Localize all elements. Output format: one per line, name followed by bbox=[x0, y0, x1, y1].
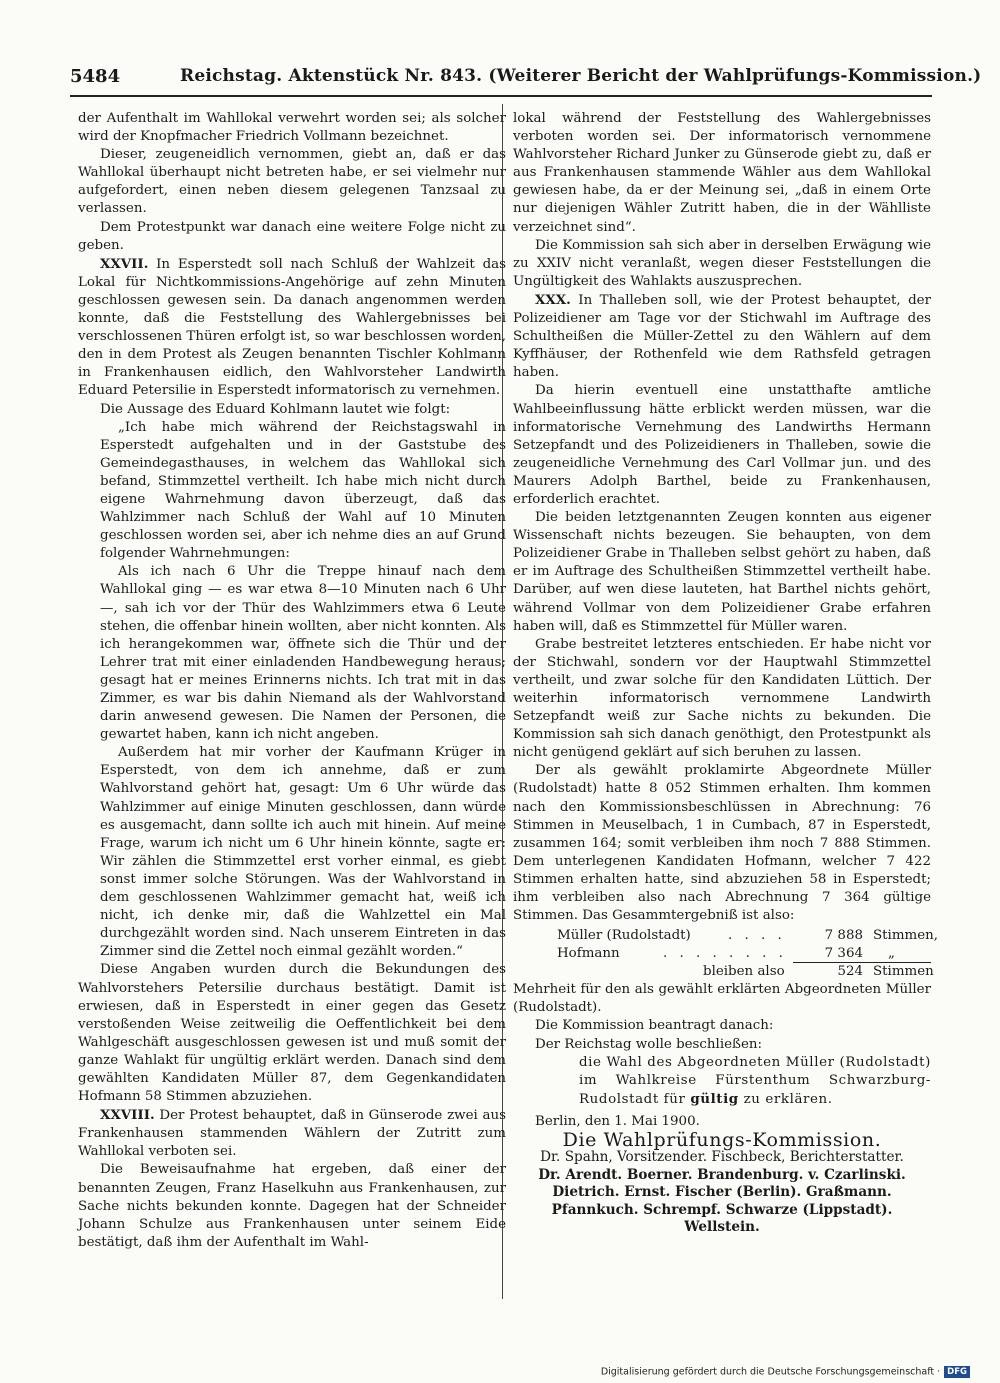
left-column bbox=[78, 110, 506, 1252]
paragraph: Die beiden letztgenannten Zeugen konnten aus eigener Wissenschaft nichts bezeugen. Sie behaupten, von dem Polizeidiener Grabe in Thalleben selbst gehört zu haben, daß er im Auftrage des Schultheißen Stimmzettel vertheilt habe. Darüber, auf wen diese lauteten, hat Barthel nichts gehört, während Vollmar von dem Polizeidiener Grabe erfahren haben will, daß es Stimmzettel für Müller waren. bbox=[513, 510, 931, 634]
section-text: In Esperstedt soll nach Schluß der Wahlzeit das Lokal für Nichtkommissions-Angehörige auf zehn Minuten geschlossen gewesen sein. Da danach angenommen werden konnte, daß die Feststellung des Wahlergebnisses bei verschlossenen Thüren erfolgt ist, so war beschlossen worden, den in dem Protest als Zeugen benannten Tischler Kohlmann in Frankenhausen eidlich, den Wahlvorsteher Landwirth Eduard Petersilie in Esperstedt informatorisch zu vernehmen. bbox=[78, 256, 506, 399]
paragraph: Da hierin eventuell eine unstatthafte amtliche Wahlbeeinflussung hätte erblickt werden müssen, war die informatorische Vernehmung des Landwirths Hermann Setzepfandt und des Polizeidieners in Thalleben, sowie die zeugeneidliche Vernehmung des Carl Vollmar jun. und des Maurers Adolph Barthel, beide zu Frankenhausen, erforderlich erachtet. bbox=[513, 383, 931, 507]
quote-paragraph: „Ich habe mich während der Reichstagswahl in Esperstedt aufgehalten und in der Gaststube des Gemeindegasthauses, in welchem das Wahllokal sich befand, Stimmzettel vertheilt. Ich habe mich nicht durch eigene Wahrnehmung davon überzeugt, daß das Wahlzimmer nach Schluß der Wahl auf 10 Minuten geschlossen worden sei, aber ich nehme dies an auf Grund folgender Wahrnehmungen: bbox=[100, 419, 506, 562]
commission-title: Die Wahlprüfungs-Kommission. bbox=[562, 1128, 882, 1151]
members-line: Dr. Arendt. Boerner. Brandenburg. v. Czarlinski. bbox=[538, 1166, 906, 1183]
section-number: XXVIII. bbox=[100, 1107, 155, 1124]
running-title: Reichstag. Aktenstück Nr. 843. (Weiterer Bericht der Wahlprüfungs-Kommission.) bbox=[180, 66, 982, 86]
tally-name: Müller (Rudolstadt) bbox=[557, 928, 691, 944]
tally-number: 7 364 bbox=[824, 946, 863, 962]
motion-part: zu erklären. bbox=[738, 1091, 833, 1107]
paragraph: Dem Protestpunkt war danach eine weitere Folge nicht zu geben. bbox=[78, 219, 506, 253]
motion-part: die Wahl des Abgeordneten Müller (Rudolstadt) im Wahlkreise Fürstenthum Schwarzburg-Rudolstadt für bbox=[579, 1054, 931, 1107]
paragraph: Mehrheit für den als gewählt erklärten Abgeordneten Müller (Rudolstadt). bbox=[513, 982, 931, 1016]
paragraph: Der Reichstag wolle beschließen: bbox=[535, 1036, 763, 1052]
section-xxx bbox=[513, 291, 931, 382]
tally-name: Hofmann bbox=[557, 946, 620, 962]
paragraph: Dieser, zeugeneidlich vernommen, giebt an, daß er das Wahllokal überhaupt nicht betreten habe, er sei vielmehr nur aufgefordert, einen neben diesem gelegenen Tanzsaal zu verlassen. bbox=[78, 147, 506, 217]
paragraph: Diese Angaben wurden durch die Bekundungen des Wahlvorstehers Petersilie durchaus bestätigt. Damit ist erwiesen, daß in Esperstedt in einer gegen das Gesetz verstoßenden Weise zeitweilig die Oeffentlichkeit bei dem Wahlgeschäft ausgeschlossen gewesen ist und muß somit der ganze Wahlakt für ungültig erklärt werden. Danach sind dem gewählten Kandidaten Müller 87, dem Gegenkandidaten Hofmann 58 Stimmen abzuziehen. bbox=[78, 962, 506, 1105]
motion-valid: gültig bbox=[690, 1090, 739, 1107]
paragraph: Die Beweisaufnahme hat ergeben, daß einer der benannten Zeugen, Franz Haselkuhn aus Frankenhausen, zur Sache nichts bekunden konnte. Dagegen hat der Schneider Johann Schulze aus Frankenhausen unter seinem Eide bestätigt, daß ihm der Aufenthalt im Wahl- bbox=[78, 1162, 506, 1250]
paragraph: Die Kommission sah sich aber in derselben Erwägung wie zu XXIV nicht veranlaßt, wegen dieser Feststellungen die Ungültigkeit des Wahlakts auszusprechen. bbox=[513, 237, 931, 289]
remainder-label: bleiben also bbox=[703, 964, 785, 980]
members-line: Dietrich. Ernst. Fischer (Berlin). Graßmann. bbox=[552, 1184, 892, 1201]
date-line: Berlin, den 1. Mai 1900. bbox=[535, 1113, 700, 1129]
paragraph: der Aufenthalt im Wahllokal verwehrt worden sei; als solcher wird der Knopfmacher Friedrich Vollmann bezeichnet. bbox=[78, 111, 506, 145]
tally-dots: . . . . bbox=[728, 928, 786, 944]
tally-dots: . . . . . . . . bbox=[663, 946, 787, 962]
paragraph: Die Aussage des Eduard Kohlmann lautet wie folgt: bbox=[100, 401, 451, 417]
section-text: Der Protest behauptet, daß in Günserode zwei aus Frankenhausen stammenden Wählern der Zutritt zum Wahllokal verboten sei. bbox=[78, 1108, 506, 1160]
tally-unit: Stimmen, bbox=[873, 928, 939, 944]
section-number: XXX. bbox=[535, 291, 571, 308]
header-rule bbox=[70, 95, 932, 97]
motion-text bbox=[513, 1054, 931, 1109]
commission-members bbox=[513, 1149, 931, 1237]
section-text: In Thalleben soll, wie der Protest behauptet, der Polizeidiener am Tage vor der Stichwahl im Auftrage des Schultheißen die Müller-Zettel zu den Wählern auf dem Kyffhäuser, der Rothenfeld wie dem Rathsfeld getragen haben. bbox=[513, 292, 931, 381]
tally-unit: „ bbox=[888, 946, 895, 962]
quote-paragraph: Außerdem hat mir vorher der Kaufmann Krüger in Esperstedt, von dem ich annehme, daß er zum Wahlvorstand gehört hat, gesagt: Um 6 Uhr würde das Wahlzimmer auf einige Minuten geschlossen, dann würde es ausgemacht, dann sollte ich auch mit hinein. Auf meine Frage, warum ich nicht um 6 Uhr hinein könnte, sagte er: Wir zählen die Stimmzettel erst vorher einmal, es giebt sonst immer solche Störungen. Was der Wahlvorstand in dem geschlossenen Wahlzimmer gemacht hat, weiß ich nicht, ich denke mir, daß die Wahlzettel ein Mal durchgezählt worden sind. Nach unserem Eintreten in das Zimmer sind die Zettel noch einmal gezählt worden.“ bbox=[100, 745, 506, 960]
section-number: XXVII. bbox=[100, 255, 149, 272]
page-number: 5484 bbox=[70, 66, 121, 87]
section-xxviii bbox=[78, 1106, 506, 1161]
section-xxvii bbox=[78, 255, 506, 401]
paragraph: Grabe bestreitet letzteres entschieden. Er habe nicht vor der Stichwahl, sondern vor der Hauptwahl Stimmzettel vertheilt, und zwar solche für den Kandidaten Lüttich. Der weiterhin informatorisch vernommene Landwirth Setzepfandt weiß zur Sache nichts zu bekunden. Die Kommission sah sich danach genöthigt, den Protestpunkt als nicht genügend geklärt auf sich beruhen zu lassen. bbox=[513, 636, 931, 761]
paragraph: Der als gewählt proklamirte Abgeordnete Müller (Rudolstadt) hatte 8 052 Stimmen erhalten. Ihm kommen nach den Kommissionsbeschlüssen in Abrechnung: 76 Stimmen in Meuselbach, 1 in Cumbach, 87 in Esperstedt, zusammen 164; somit verbleiben ihm noch 7 888 Stimmen. Dem unterlegenen Kandidaten Hofmann, welcher 7 422 Stimmen erhalten hatte, sind abzuziehen 58 in Esperstedt; ihm verbleiben also nach Abrechnung 7 364 gültige Stimmen. Das Gesammtergebniß ist also: bbox=[513, 763, 931, 924]
members-line: Pfannkuch. Schrempf. Schwarze (Lippstadt). bbox=[551, 1201, 893, 1218]
quote-paragraph: Als ich nach 6 Uhr die Treppe hinauf nach dem Wahllokal ging — es war etwa 8—10 Minuten nach 6 Uhr —, sah ich vor der Thür des Wahlzimmers etwa 6 Leute stehen, die offenbar hinein wollten, aber nicht konnten. Als ich herangekommen war, öffnete sich die Thür und der Lehrer trat mit einer einladenden Handbewegung heraus; gesagt hat er meines Erinnerns nichts. Ich trat mit in das Zimmer, es war bis dahin Niemand als der Wahlvorstand darin anwesend gewesen. Die Namen der Personen, die gewartet haben, kann ich nicht angeben. bbox=[100, 564, 506, 743]
paragraph: Die Kommission beantragt danach: bbox=[535, 1018, 774, 1034]
funding-text: Digitalisierung gefördert durch die Deutsche Forschungsgemeinschaft · bbox=[600, 1366, 941, 1378]
members-line: Dr. Spahn, Vorsitzender. Fischbeck, Berichterstatter. bbox=[540, 1149, 904, 1166]
dfg-logo: DFG bbox=[944, 1366, 970, 1378]
members-line: Wellstein. bbox=[684, 1219, 760, 1236]
paragraph: lokal während der Feststellung des Wahlergebnisses verboten worden sei. Der informatorisch vernommene Wahlvorsteher Richard Junker zu Günserode giebt zu, daß er aus Frankenhausen stammende Wähler aus dem Wahllokal gewiesen habe, da er der Meinung sei, „daß in einem Orte nur diejenigen Wähler Zutritt haben, die in der Wählliste verzeichnet sind“. bbox=[513, 111, 931, 235]
tally-number: 7 888 bbox=[824, 928, 863, 944]
remainder-number: 524 bbox=[837, 964, 863, 980]
tally-row-mueller bbox=[513, 927, 939, 945]
vote-tally bbox=[513, 927, 939, 981]
tally-row-remainder bbox=[513, 963, 934, 981]
remainder-unit: Stimmen bbox=[873, 964, 934, 980]
tally-row-hofmann bbox=[513, 945, 931, 963]
right-column bbox=[513, 110, 939, 1237]
page-header bbox=[70, 62, 982, 92]
funding-footer bbox=[601, 1366, 970, 1380]
